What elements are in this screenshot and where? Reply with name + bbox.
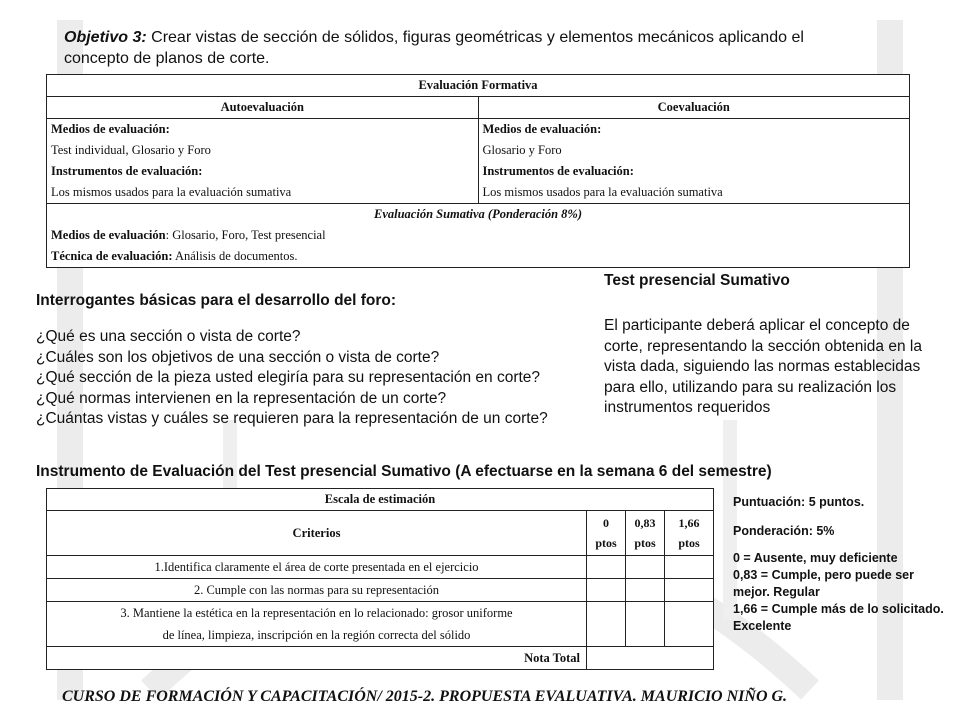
scale-title: Escala de estimación (47, 489, 714, 511)
auto-medios-label: Medios de evaluación: (51, 122, 170, 136)
instrument-title: Instrumento de Evaluación del Test presencial Sumativo (A efectuarse en la semana 6 del semestre) (36, 463, 772, 480)
score-cell (626, 556, 665, 579)
scale-legend-item: 0 = Ausente, muy deficiente (733, 551, 898, 565)
co-header: Coevaluación (478, 97, 910, 119)
score-cell (626, 602, 665, 647)
criterion-2: 2. Cumple con las normas para su representación (47, 579, 587, 602)
score-cell (665, 579, 714, 602)
criterion-3 (47, 602, 587, 647)
auto-instrumentos: Los mismos usados para la evaluación sumativa (51, 185, 292, 199)
scoring-info (733, 494, 948, 635)
total-label: Nota Total (47, 647, 587, 670)
score-cell (587, 602, 626, 647)
score-unit: ptos (634, 536, 656, 550)
score-header-0 (587, 511, 626, 556)
summative-tecnica-line (47, 246, 909, 267)
score-cell (665, 556, 714, 579)
forum-question: ¿Qué normas intervienen en la representación de un corte? (36, 389, 447, 407)
criterion-3-line-1: 3. Mantiene la estética en la representación en lo relacionado: grosor uniforme (120, 606, 513, 620)
co-instrumentos-label: Instrumentos de evaluación: (482, 164, 634, 178)
test-description: El participante deberá aplicar el concepto de corte, representando la sección obtenida en la vista dada, siguiendo las normas establecidas para ello, utilizando para su realización los instrumentos requeridos (604, 317, 922, 416)
score-value: 0 (603, 516, 609, 530)
scale-legend-item: 1,66 = Cumple más de lo solicitado. Excelente (733, 602, 944, 633)
auto-cell (47, 119, 479, 204)
summative-medios: : Glosario, Foro, Test presencial (165, 228, 326, 242)
score-cell (665, 602, 714, 647)
table-row (47, 556, 714, 579)
co-medios: Glosario y Foro (482, 143, 562, 157)
objective-body: Crear vistas de sección de sólidos, figuras geométricas y elementos mecánicos aplicando el concepto de planos de corte. (64, 29, 804, 67)
table-row (47, 602, 714, 647)
table-row (47, 579, 714, 602)
summative-cell (47, 204, 910, 268)
score-unit: ptos (678, 536, 700, 550)
score-cell (626, 579, 665, 602)
co-cell (478, 119, 910, 204)
scale-legend-item: 0,83 = Cumple, pero puede ser mejor. Regular (733, 568, 914, 599)
criteria-header: Criterios (47, 511, 587, 556)
ponderacion: Ponderación: 5% (733, 524, 835, 538)
forum-questions (36, 327, 548, 430)
criterion-3-line-2: de línea, limpieza, inscripción en la región correcta del sólido (162, 628, 471, 642)
co-medios-label: Medios de evaluación: (482, 122, 602, 136)
summative-medios-line (47, 225, 909, 246)
summative-tecnica: Análisis de documentos. (172, 249, 298, 263)
forum-question: ¿Cuáles son los objetivos de una sección o vista de corte? (36, 348, 440, 366)
puntuacion: Puntuación: 5 puntos. (733, 495, 865, 509)
criterion-1: 1.Identifica claramente el área de corte presentada en el ejercicio (47, 556, 587, 579)
score-value: 1,66 (678, 516, 700, 530)
rating-scale-table (46, 488, 714, 670)
table-row (47, 647, 714, 670)
test-title: Test presencial Sumativo (604, 272, 790, 289)
objective-label: Objetivo 3: (64, 29, 147, 46)
summative-tecnica-label: Técnica de evaluación: (51, 249, 173, 263)
objective-text (64, 27, 864, 69)
co-instrumentos: Los mismos usados para la evaluación sumativa (482, 185, 723, 199)
forum-title: Interrogantes básicas para el desarrollo del foro: (36, 292, 397, 309)
footer: CURSO DE FORMACIÓN Y CAPACITACIÓN/ 2015-2. PROPUESTA EVALUATIVA. MAURICIO NIÑO G. (62, 688, 788, 705)
auto-instrumentos-label: Instrumentos de evaluación: (51, 164, 203, 178)
total-cell (587, 647, 714, 670)
formative-title: Evaluación Formativa (47, 75, 910, 97)
score-value: 0,83 (634, 516, 656, 530)
score-cell (587, 579, 626, 602)
score-cell (587, 556, 626, 579)
score-header-1 (626, 511, 665, 556)
summative-title: Evaluación Sumativa (Ponderación 8%) (374, 207, 582, 221)
forum-question: ¿Cuántas vistas y cuáles se requieren para la representación de un corte? (36, 410, 548, 427)
forum-question: ¿Qué sección de la pieza usted elegiría para su representación en corte? (36, 369, 541, 386)
forum-question: ¿Qué es una sección o vista de corte? (36, 328, 301, 345)
evaluation-table (46, 74, 910, 268)
auto-header: Autoevaluación (47, 97, 479, 119)
summative-medios-label: Medios de evaluación (51, 228, 166, 242)
score-header-2 (665, 511, 714, 556)
score-unit: ptos (595, 536, 617, 550)
auto-medios: Test individual, Glosario y Foro (51, 143, 211, 157)
